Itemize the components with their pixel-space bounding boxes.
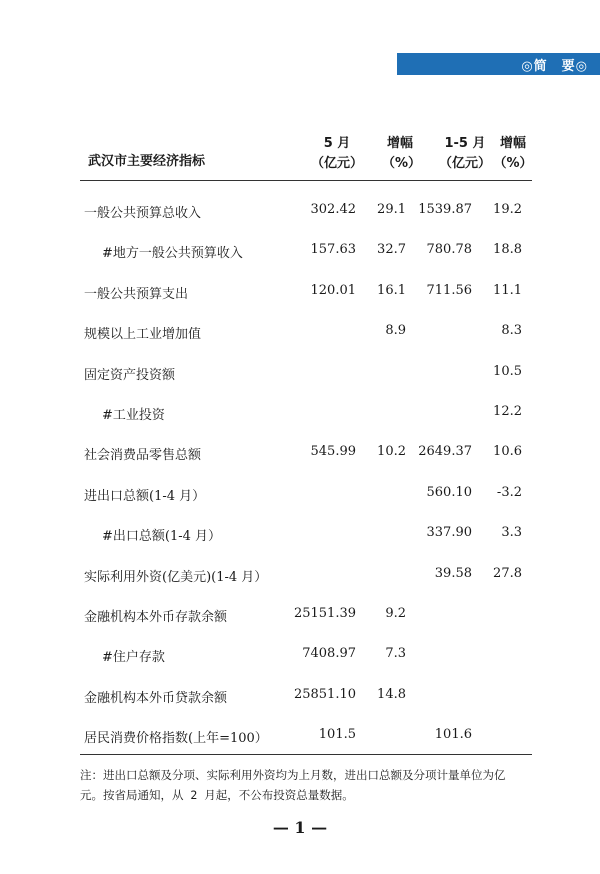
- table-row: [80, 309, 532, 349]
- cell-may-value: 25851.10: [293, 686, 356, 702]
- row-name: 进出口总额(1-4 月）: [84, 488, 206, 504]
- col-header-line: 5 月: [323, 136, 351, 151]
- col-header-may-growth: [382, 134, 422, 174]
- table-row: [80, 350, 532, 390]
- row-name: 金融机构本外币存款余额: [84, 609, 228, 625]
- cell-ytd-value: 2649.37: [418, 444, 472, 460]
- cell-ytd-value: 711.56: [426, 282, 472, 298]
- cell-may-growth: 32.7: [377, 242, 406, 258]
- footnote-line: 元。按省局通知，从 2 月起，不公布投资总量数据。: [80, 788, 354, 802]
- cell-may-growth: 8.9: [385, 323, 406, 339]
- row-name: 一般公共预算支出: [84, 286, 189, 302]
- cell-ytd-growth: 27.8: [493, 565, 522, 581]
- cell-ytd-value: 39.58: [434, 565, 472, 581]
- table-row: [80, 713, 532, 753]
- table-body: [80, 188, 532, 753]
- row-name: 一般公共预算总收入: [84, 206, 202, 221]
- cell-may-value: 7408.97: [302, 646, 356, 662]
- cell-may-growth: 14.8: [377, 686, 406, 702]
- cell-ytd-growth: 18.8: [493, 242, 522, 258]
- table-row: [80, 632, 532, 672]
- footnote-line: 注：进出口总额及分项、实际利用外资均为上月数，进出口总额及分项计量单位为亿: [80, 768, 506, 782]
- cell-may-value: 25151.39: [293, 605, 356, 621]
- table-row: [80, 188, 532, 228]
- section-header-bar: [397, 53, 600, 75]
- cell-may-growth: 7.3: [385, 646, 406, 662]
- table-row: [80, 673, 532, 713]
- table-row: [80, 430, 532, 470]
- col-header-unit: （亿元）: [438, 156, 491, 171]
- table-row: [80, 592, 532, 632]
- footnote: [80, 765, 540, 805]
- cell-may-growth: 9.2: [385, 605, 406, 621]
- header-divider: [80, 180, 532, 181]
- footer-divider: [80, 754, 532, 755]
- cell-may-growth: 10.2: [377, 444, 406, 460]
- col-header-line: 1-5 月: [444, 136, 486, 151]
- table-row: [80, 511, 532, 551]
- table-row: [80, 269, 532, 309]
- table-row: [80, 552, 532, 592]
- cell-ytd-growth: 3.3: [501, 525, 522, 541]
- table-row: [80, 471, 532, 511]
- table-row: [80, 390, 532, 430]
- row-name: #地方一般公共预算收入: [102, 246, 243, 262]
- table-title: 武汉市主要经济指标: [88, 154, 206, 169]
- col-header-unit: （%）: [382, 156, 422, 171]
- row-name: 规模以上工业增加值: [84, 327, 202, 343]
- row-name: 金融机构本外币贷款余额: [84, 690, 228, 706]
- section-header-label: ◎简 要◎: [521, 58, 588, 74]
- cell-may-value: 302.42: [310, 202, 356, 217]
- table-row: [80, 228, 532, 268]
- row-name: #出口总额(1-4 月）: [102, 529, 222, 545]
- cell-ytd-value: 560.10: [426, 484, 472, 500]
- page-number: — 1 —: [272, 818, 328, 837]
- cell-may-value: 120.01: [310, 282, 356, 298]
- cell-may-growth: 16.1: [377, 282, 406, 298]
- cell-ytd-value: 337.90: [426, 525, 472, 541]
- cell-ytd-growth: 19.2: [493, 202, 522, 217]
- row-name: 固定资产投资额: [84, 367, 176, 383]
- cell-may-value: 101.5: [318, 727, 356, 743]
- col-header-may-value: [302, 134, 372, 174]
- cell-ytd-value: 101.6: [434, 727, 472, 743]
- cell-ytd-growth: -3.2: [496, 484, 522, 500]
- indicator-table-header: [80, 130, 532, 180]
- col-header-unit: （%）: [493, 156, 533, 171]
- row-name: #工业投资: [102, 407, 165, 423]
- row-name: 实际利用外资(亿美元)(1-4 月）: [84, 569, 268, 585]
- row-name: 居民消费价格指数(上年=100）: [84, 731, 268, 747]
- cell-ytd-growth: 12.2: [493, 403, 522, 419]
- cell-may-value: 157.63: [310, 242, 356, 258]
- cell-ytd-growth: 11.1: [493, 282, 522, 298]
- col-header-line: 增幅: [386, 136, 413, 151]
- col-header-ytd-growth: [490, 134, 536, 174]
- cell-ytd-growth: 10.5: [493, 363, 522, 379]
- cell-ytd-value: 780.78: [426, 242, 472, 258]
- col-header-unit: （亿元）: [310, 156, 363, 171]
- cell-ytd-growth: 8.3: [501, 323, 522, 339]
- col-header-line: 增幅: [499, 136, 526, 151]
- cell-ytd-growth: 10.6: [493, 444, 522, 460]
- row-name: 社会消费品零售总额: [84, 448, 202, 464]
- cell-may-value: 545.99: [310, 444, 356, 460]
- row-name: #住户存款: [102, 650, 165, 666]
- cell-may-growth: 29.1: [377, 202, 406, 217]
- cell-ytd-value: 1539.87: [418, 202, 472, 217]
